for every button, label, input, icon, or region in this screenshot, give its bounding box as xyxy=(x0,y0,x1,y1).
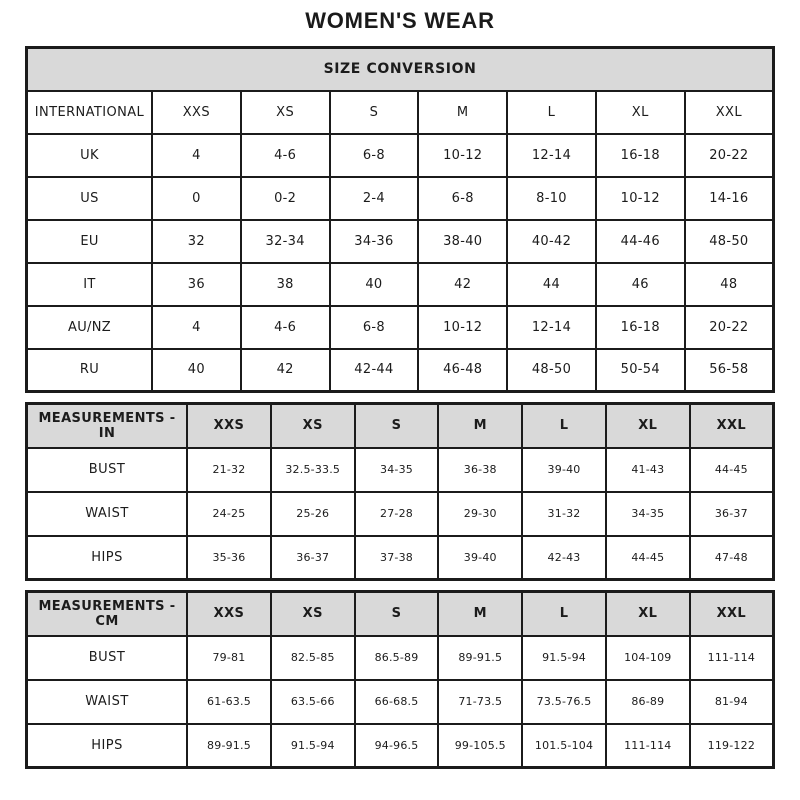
size-column-header: XS xyxy=(241,91,330,134)
cell-value: 50-54 xyxy=(596,349,685,392)
cell-value: 46 xyxy=(596,263,685,306)
cell-value: 6-8 xyxy=(330,306,419,349)
cell-value: 46-48 xyxy=(418,349,507,392)
cell-value: 66-68.5 xyxy=(355,680,439,724)
cell-value: 4-6 xyxy=(241,306,330,349)
cell-value: 63.5-66 xyxy=(271,680,355,724)
corner-header: MEASUREMENTS - IN xyxy=(27,404,188,448)
size-column-header: S xyxy=(330,91,419,134)
cell-value: 101.5-104 xyxy=(522,724,606,768)
cell-value: 10-12 xyxy=(596,177,685,220)
cell-value: 25-26 xyxy=(271,492,355,536)
cell-value: 16-18 xyxy=(596,134,685,177)
table-row xyxy=(27,177,774,220)
cell-value: 34-35 xyxy=(355,448,439,492)
cell-value: 16-18 xyxy=(596,306,685,349)
corner-header: INTERNATIONAL xyxy=(27,91,152,134)
table-row xyxy=(27,134,774,177)
row-label: EU xyxy=(27,220,152,263)
cell-value: 4 xyxy=(152,306,241,349)
size-column-header: XXL xyxy=(685,91,774,134)
size-column-header: M xyxy=(418,91,507,134)
size-column-header: S xyxy=(355,404,439,448)
cell-value: 2-4 xyxy=(330,177,419,220)
cell-value: 82.5-85 xyxy=(271,636,355,680)
cell-value: 89-91.5 xyxy=(438,636,522,680)
cell-value: 39-40 xyxy=(522,448,606,492)
table-row xyxy=(27,306,774,349)
table-row xyxy=(27,680,774,724)
table-row xyxy=(27,724,774,768)
cell-value: 40-42 xyxy=(507,220,596,263)
cell-value: 42-44 xyxy=(330,349,419,392)
cell-value: 48 xyxy=(685,263,774,306)
size-column-header: M xyxy=(438,592,522,636)
size-column-header: XXS xyxy=(187,404,271,448)
row-label: BUST xyxy=(27,636,188,680)
corner-header: MEASUREMENTS - CM xyxy=(27,592,188,636)
cell-value: 20-22 xyxy=(685,306,774,349)
cell-value: 89-91.5 xyxy=(187,724,271,768)
size-column-header: XS xyxy=(271,592,355,636)
cell-value: 32.5-33.5 xyxy=(271,448,355,492)
cell-value: 119-122 xyxy=(690,724,774,768)
size-column-header: XS xyxy=(271,404,355,448)
table-row xyxy=(27,636,774,680)
size-column-header: XXS xyxy=(187,592,271,636)
table-row xyxy=(27,220,774,263)
cell-value: 38-40 xyxy=(418,220,507,263)
cell-value: 48-50 xyxy=(507,349,596,392)
cell-value: 20-22 xyxy=(685,134,774,177)
row-label: HIPS xyxy=(27,536,188,580)
cell-value: 36-37 xyxy=(690,492,774,536)
cell-value: 41-43 xyxy=(606,448,690,492)
cell-value: 38 xyxy=(241,263,330,306)
row-label: HIPS xyxy=(27,724,188,768)
measurements-cm-table xyxy=(25,590,775,769)
cell-value: 48-50 xyxy=(685,220,774,263)
table-row xyxy=(27,349,774,392)
size-column-header: L xyxy=(522,404,606,448)
cell-value: 6-8 xyxy=(330,134,419,177)
cell-value: 81-94 xyxy=(690,680,774,724)
cell-value: 34-35 xyxy=(606,492,690,536)
measurements-in-table xyxy=(25,402,775,581)
cell-value: 111-114 xyxy=(690,636,774,680)
cell-value: 61-63.5 xyxy=(187,680,271,724)
cell-value: 0-2 xyxy=(241,177,330,220)
cell-value: 12-14 xyxy=(507,134,596,177)
cell-value: 86-89 xyxy=(606,680,690,724)
row-label: BUST xyxy=(27,448,188,492)
table-row xyxy=(27,492,774,536)
cell-value: 40 xyxy=(152,349,241,392)
cell-value: 35-36 xyxy=(187,536,271,580)
row-label: AU/NZ xyxy=(27,306,152,349)
cell-value: 42 xyxy=(418,263,507,306)
cell-value: 6-8 xyxy=(418,177,507,220)
cell-value: 42 xyxy=(241,349,330,392)
table-row xyxy=(27,536,774,580)
cell-value: 56-58 xyxy=(685,349,774,392)
cell-value: 10-12 xyxy=(418,306,507,349)
cell-value: 29-30 xyxy=(438,492,522,536)
size-column-header: XXL xyxy=(690,592,774,636)
cell-value: 24-25 xyxy=(187,492,271,536)
cell-value: 36-38 xyxy=(438,448,522,492)
cell-value: 91.5-94 xyxy=(522,636,606,680)
size-column-header: M xyxy=(438,404,522,448)
size-column-header: XXS xyxy=(152,91,241,134)
table-banner: SIZE CONVERSION xyxy=(27,48,774,91)
cell-value: 71-73.5 xyxy=(438,680,522,724)
cell-value: 94-96.5 xyxy=(355,724,439,768)
cell-value: 14-16 xyxy=(685,177,774,220)
size-column-header: L xyxy=(522,592,606,636)
cell-value: 12-14 xyxy=(507,306,596,349)
cell-value: 79-81 xyxy=(187,636,271,680)
table-row xyxy=(27,263,774,306)
cell-value: 47-48 xyxy=(690,536,774,580)
cell-value: 10-12 xyxy=(418,134,507,177)
cell-value: 32-34 xyxy=(241,220,330,263)
cell-value: 8-10 xyxy=(507,177,596,220)
row-label: IT xyxy=(27,263,152,306)
cell-value: 44-45 xyxy=(606,536,690,580)
size-column-header: XL xyxy=(596,91,685,134)
page-title: WOMEN'S WEAR xyxy=(305,8,495,33)
size-column-header: XL xyxy=(606,592,690,636)
cell-value: 111-114 xyxy=(606,724,690,768)
cell-value: 40 xyxy=(330,263,419,306)
cell-value: 44-45 xyxy=(690,448,774,492)
cell-value: 36 xyxy=(152,263,241,306)
cell-value: 73.5-76.5 xyxy=(522,680,606,724)
row-label: WAIST xyxy=(27,680,188,724)
cell-value: 0 xyxy=(152,177,241,220)
size-column-header: L xyxy=(507,91,596,134)
cell-value: 37-38 xyxy=(355,536,439,580)
size-conversion-table xyxy=(25,46,775,393)
cell-value: 86.5-89 xyxy=(355,636,439,680)
cell-value: 36-37 xyxy=(271,536,355,580)
size-column-header: XXL xyxy=(690,404,774,448)
cell-value: 39-40 xyxy=(438,536,522,580)
cell-value: 27-28 xyxy=(355,492,439,536)
cell-value: 42-43 xyxy=(522,536,606,580)
cell-value: 91.5-94 xyxy=(271,724,355,768)
cell-value: 4-6 xyxy=(241,134,330,177)
table-row xyxy=(27,448,774,492)
cell-value: 32 xyxy=(152,220,241,263)
row-label: UK xyxy=(27,134,152,177)
row-label: US xyxy=(27,177,152,220)
cell-value: 44 xyxy=(507,263,596,306)
size-column-header: XL xyxy=(606,404,690,448)
cell-value: 44-46 xyxy=(596,220,685,263)
row-label: WAIST xyxy=(27,492,188,536)
size-column-header: S xyxy=(355,592,439,636)
cell-value: 104-109 xyxy=(606,636,690,680)
cell-value: 21-32 xyxy=(187,448,271,492)
cell-value: 99-105.5 xyxy=(438,724,522,768)
cell-value: 31-32 xyxy=(522,492,606,536)
cell-value: 4 xyxy=(152,134,241,177)
row-label: RU xyxy=(27,349,152,392)
cell-value: 34-36 xyxy=(330,220,419,263)
